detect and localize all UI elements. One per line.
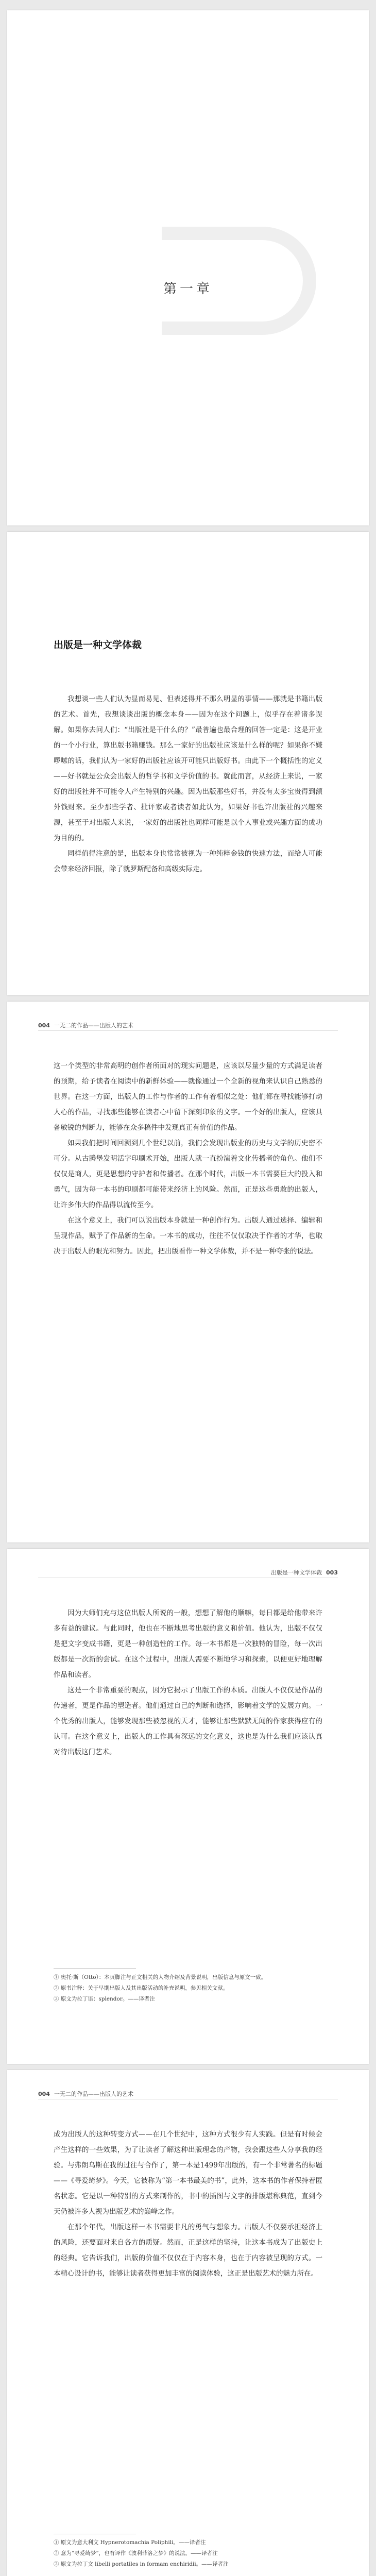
section-title: 出版是一种文学体裁 xyxy=(54,639,142,651)
page-number: 004 xyxy=(38,1022,50,1029)
body-text xyxy=(54,2127,322,2281)
body-text xyxy=(54,1058,322,1259)
paragraph: 这是一个非常重要的观点，因为它揭示了出版工作的本质。出版人不仅仅是作品的传递者，更是作品的塑造者。他们通过自己的判断和选择，影响着文学的发展方向。一个优秀的出版人，能够发现那些被忽视的天才，能够让那些默默无闻的作家获得应有的认可。在这个意义上，出版人的工作具有深远的文化意义，这也是为什么我们应该认真对待出版这门艺术。 xyxy=(54,1686,322,1756)
footnotes xyxy=(54,1969,322,2006)
footnote: ② 意为“寻爱绮梦”，也有译作《波利菲洛之梦》的说法。——译者注 xyxy=(54,2550,218,2556)
paragraph: 我想谈一些人们认为显而易见、但表述得并不那么明显的事情——那就是书籍出版的艺术。首先，我想谈谈出版的概念本身——因为在这个问题上，似乎存在着诸多误解。如果你去问人们：“出版社是干什么的？”最普遍也最合理的回答一定是：这是开业的一个小行业，算出版书籍赚钱。那么一家好的出版社应该是什么样的呢？如果你不嫌啰嗦的话，我们认为一家好的出版社应该开可能只出版好书。由此下一个概括性的定义——好书就是公众会出版人的哲学书和文学价值的书。就此而言，从经济上来说，一家好的出版社并不可能令人产生特别的兴趣。因为出版那些好书，并没有太多宝贵得到额外钱财来。至少那些学者、批评家或者读者如此认为，如果好书也许出版社的兴趣来源，甚至于对出版人来说，一家好的出版社也同样可能是以个人事业或兴趣方面的成功为目的的。 xyxy=(54,695,322,842)
chapter-title: 第一章 xyxy=(163,281,213,297)
paragraph: 在这个意义上，我们可以说出版本身就是一种创作行为。出版人通过选择、编辑和呈现作品，赋予了作品新的生命。一本书的成功，往往不仅仅取决于作者的才华，也取决于出版人的眼光和努力。因此，把出版看作一种文学体裁，并不是一种夸张的说法。 xyxy=(54,1216,322,1256)
footnote: ③ 原文为拉丁语：splendor。——译者注 xyxy=(54,1996,155,2002)
footnote: ① 原文为意大利文 Hypnerotomachia Poliphili。——译者注 xyxy=(54,2539,206,2546)
section-start-page xyxy=(7,532,369,995)
chapter-page xyxy=(7,10,369,526)
paragraph: 这一个类型的非常高明的创作者所面对的现实问题是，应该以尽量少量的方式满足读者的预期，给予读者在阅读中的新鲜体验——就像通过一个全新的视角来认识自己熟悉的世界。在这一方面，出版人的工作与作者的工作有着相似之处：他们都在寻找能够打动人心的作品，寻找那些能够在读者心中留下深刻印象的文字。一个好的出版人，应该具备敏锐的判断力，能够在众多稿件中发现真正有价值的作品。 xyxy=(54,1062,322,1132)
paragraph: 因为大师们充与这位出版人所说的一般，想想了解他的顺嘛，每日都是给他带来许多有益的建议。与此同时，他也在不断地思考出版的意义和价值。他认为，出版不仅仅是把文字变成书籍，更是一种创造性的工作。每一本书都是一次独特的冒险，每一次出版都是一次新的尝试。在这个过程中，出版人需要不断地学习和探索，以便更好地理解作品和读者。 xyxy=(54,1609,322,1679)
right-page xyxy=(7,1549,369,2064)
footnote: ③ 原文为拉丁文 libelli portatiles in formam enchiridii。——译者注 xyxy=(54,2561,229,2567)
header-divider xyxy=(38,1030,338,1031)
left-page xyxy=(7,1002,369,1543)
paragraph: 如果我们把时间回溯到几个世纪以前，我们会发现出版业的历史与文学的历史密不可分。从古腾堡发明活字印刷术开始，出版人就一直扮演着文化传播者的角色。他们不仅仅是商人，更是思想的守护者和传播者。在那个时代，出版一本书需要巨大的投入和勇气，因为每一本书的印刷都可能带来经济上的风险。然而，正是这些勇敢的出版人，让许多伟大的作品得以流传至今。 xyxy=(54,1139,322,1209)
running-head xyxy=(38,2090,133,2098)
footnote: ② 原书注释：关于早期出版人及其出版活动的补充说明，参见相关文献。 xyxy=(54,1985,229,1991)
paragraph: 同样值得注意的是，出版本身也常常被视为一种纯粹金钱的快速方法，而给人可能会带来经济回报，除了就罗斯配备和高级实际走。 xyxy=(54,850,322,873)
running-head-label: 一无二的作品——出版人的艺术 xyxy=(54,2091,133,2097)
footnote: ① 奥托·斯（Otto）：本页脚注与正文相关的人物介绍及背景说明，出版信息与原文一致。 xyxy=(54,1974,267,1980)
page-number: 003 xyxy=(326,1569,338,1576)
body-text xyxy=(54,691,322,877)
running-head-label: 出版是一种文学体裁 xyxy=(271,1569,322,1576)
running-head xyxy=(271,1568,338,1577)
page-number: 004 xyxy=(38,2091,50,2097)
paragraph: 在那个年代，出版这样一本书需要非凡的勇气与想象力。出版人不仅要承担经济上的风险，还要面对来自各方的质疑。然而，正是这样的坚持，让这本书成为了出版史上的经典。它告诉我们，出版的价值不仅仅在于内容本身，也在于内容被呈现的方式。一本精心设计的书，能够让读者获得更加丰富的阅读体验，这正是出版艺术的魅力所在。 xyxy=(54,2223,322,2278)
left-page xyxy=(7,2070,369,2576)
running-head-label: 一无二的作品——出版人的艺术 xyxy=(54,1022,133,1029)
footnotes xyxy=(54,2534,322,2571)
running-head xyxy=(38,1021,133,1029)
paragraph: 成为出版人的这种转变方式——在几个世纪中，这种方式很少有人实践。但是有时候会产生这样的一些效果，为了让读者了解这种出版理念的产物，我会跟这些人分享我的经验。与弗朗乌斯在我的过往与合作了，第一本是1499年出版的，有一个非常著名的标题——《寻爱绮梦》。今天，它被称为“第一本书最美的书”，此外，这本书的作者保持着匿名状态。它是以一种特别的方式来制作的，书中的插图与文字的排版堪称典范，直到今天仍被许多人视为出版艺术的巅峰之作。 xyxy=(54,2130,322,2216)
body-text xyxy=(54,1605,322,1760)
